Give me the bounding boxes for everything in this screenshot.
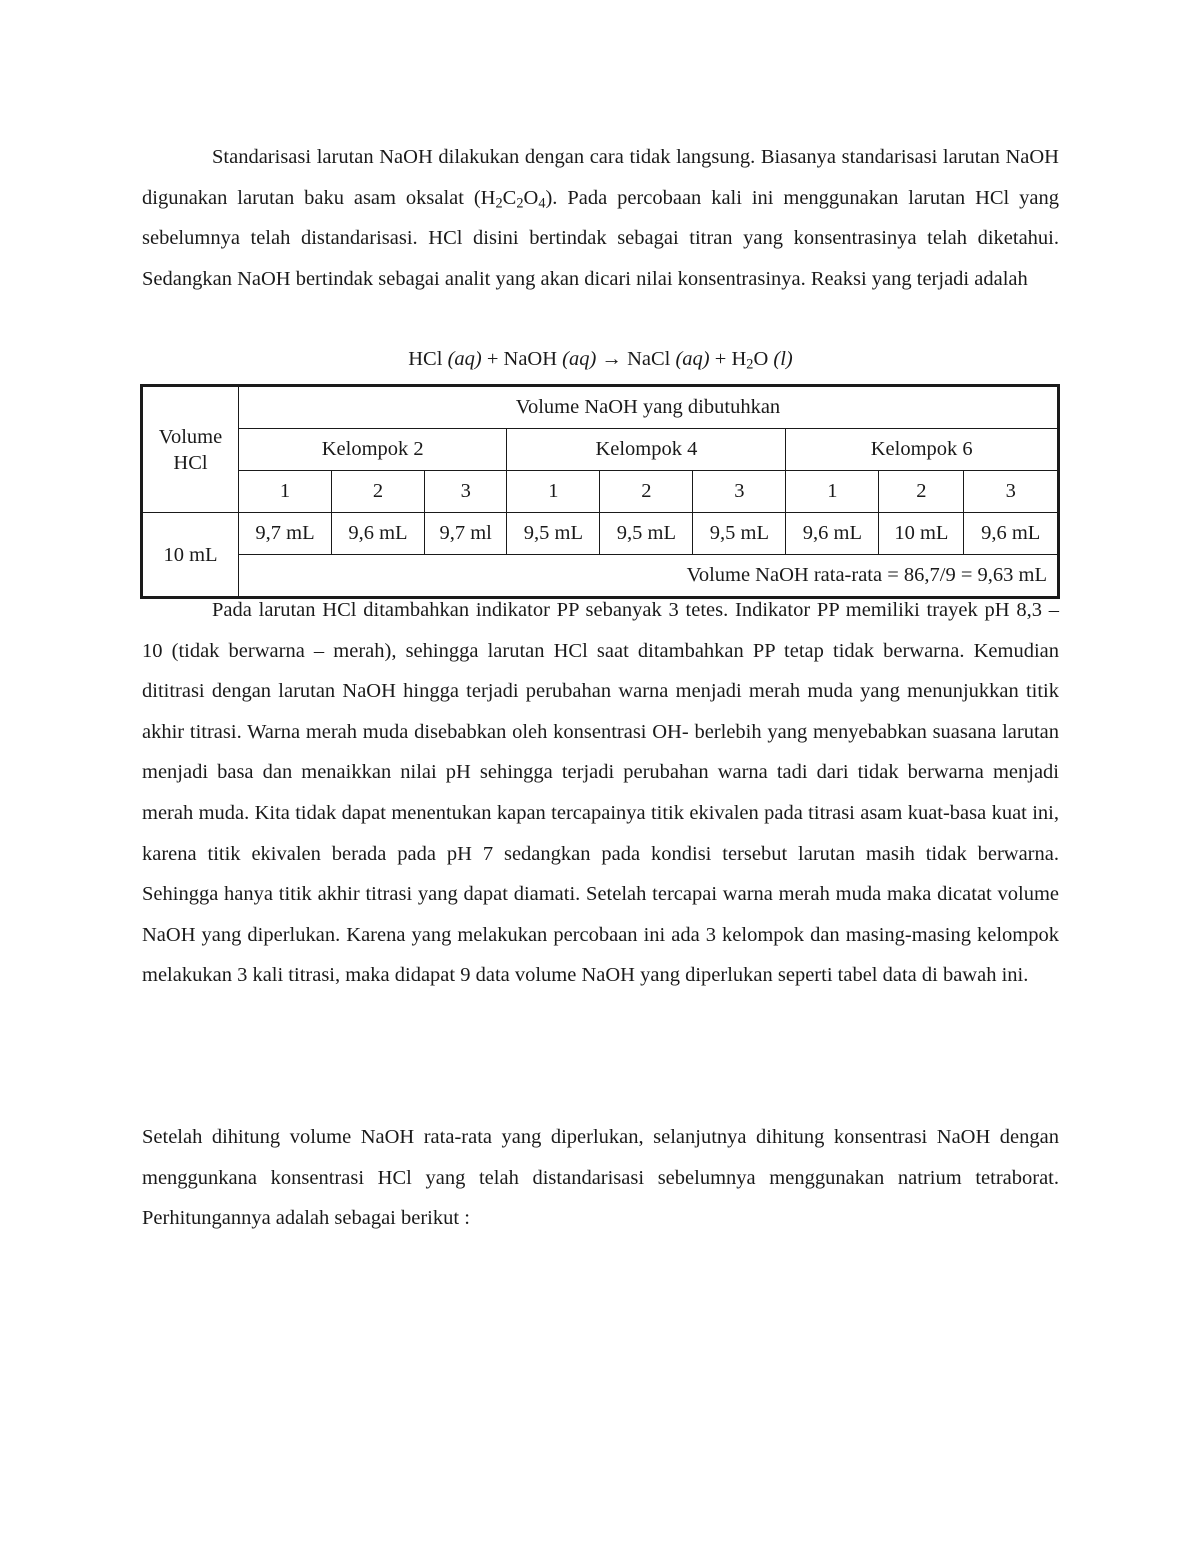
- header-line-2: HCl: [173, 451, 208, 474]
- subscript-c: 2: [516, 195, 524, 212]
- eq-plus-h: + H: [709, 348, 747, 370]
- subscript-h: 2: [495, 195, 503, 212]
- eq-nacl: NaCl: [627, 348, 676, 370]
- volume-hcl-cell: 10 mL: [142, 513, 239, 598]
- header-line-1: Volume: [158, 425, 223, 448]
- table-row: [142, 513, 1059, 555]
- trial-header: 3: [964, 471, 1059, 513]
- paragraph-indikator: Pada larutan HCl ditambahkan indikator PP sebanyak 3 tetes. Indikator PP memiliki trayek pH 8,3 – 10 (tidak berwarna – merah), sehingga larutan HCl saat ditambahkan PP tetap tidak berwarna. Kemudian dititrasi dengan larutan NaOH hingga terjadi perubahan warna menjadi merah muda yang menunjukkan titik akhir titrasi. Warna merah muda disebabkan oleh konsentrasi OH- berlebih yang menyebabkan suasana larutan menjadi basa dan menaikkan nilai pH sehingga terjadi perubahan warna tadi dari tidak berwarna menjadi merah muda. Kita tidak dapat menentukan kapan tercapainya titik ekivalen pada titrasi asam kuat-basa kuat ini, karena titik ekivalen berada pada pH 7 sedangkan pada kondisi tersebut larutan masih tidak berwarna. Sehingga hanya titik akhir titrasi yang dapat diamati. Setelah tercapai warna merah muda maka dicatat volume NaOH yang diperlukan. Karena yang melakukan percobaan ini ada 3 kelompok dan masing-masing kelompok melakukan 3 kali titrasi, maka didapat 9 data volume NaOH yang diperlukan seperti tabel data di bawah ini.: [142, 599, 1059, 987]
- paragraph-1-lead: Standarisasi larutan NaOH dilakukan dengan cara tidak langsung. Biasanya standarisasi larutan NaOH digunakan larutan baku asam oksalat (H: [142, 146, 1059, 209]
- table-cell: 9,6 mL: [964, 513, 1059, 555]
- table-cell: 9,7 ml: [424, 513, 506, 555]
- group-header: Kelompok 4: [507, 429, 786, 471]
- table-cell: 9,6 mL: [786, 513, 879, 555]
- table-cell: 9,5 mL: [507, 513, 600, 555]
- reaction-equation: [142, 339, 1059, 379]
- eq-h2o-subscript: 2: [746, 356, 754, 373]
- table-cell: 9,6 mL: [331, 513, 424, 555]
- paragraph-perhitungan: Setelah dihitung volume NaOH rata-rata yang diperlukan, selanjutnya dihitung konsentrasi NaOH dengan menggunkana konsentrasi HCl yang telah distandarisasi sebelumnya menggunakan natrium tetraborat. Perhitungannya adalah sebagai berikut :: [142, 1126, 1059, 1230]
- trial-header: 3: [693, 471, 786, 513]
- trial-header: 1: [507, 471, 600, 513]
- trial-header: 1: [786, 471, 879, 513]
- eq-hcl: HCl: [408, 348, 448, 370]
- reaction-arrow-icon: →: [596, 348, 628, 370]
- formula-o: O: [523, 186, 539, 209]
- trial-header: 3: [424, 471, 506, 513]
- trial-header: 2: [600, 471, 693, 513]
- formula-c: C: [502, 186, 517, 209]
- eq-aq-2: (aq): [562, 348, 597, 370]
- trial-header: 1: [239, 471, 332, 513]
- table-cell: 9,5 mL: [693, 513, 786, 555]
- volume-hcl-header: [142, 386, 239, 513]
- naoh-volume-table: [140, 384, 1060, 599]
- paragraph-standarisasi: [142, 137, 1059, 299]
- average-cell: Volume NaOH rata-rata = 86,7/9 = 9,63 mL: [239, 555, 1059, 598]
- eq-o: O: [753, 348, 774, 370]
- trial-header-row: [142, 471, 1059, 513]
- table-cell: 10 mL: [879, 513, 964, 555]
- subscript-o: 4: [538, 195, 546, 212]
- main-header: Volume NaOH yang dibutuhkan: [239, 386, 1059, 429]
- group-header: Kelompok 2: [239, 429, 507, 471]
- group-header: Kelompok 6: [786, 429, 1059, 471]
- table-cell: 9,7 mL: [239, 513, 332, 555]
- table-cell: 9,5 mL: [600, 513, 693, 555]
- eq-aq-3: (aq): [675, 348, 710, 370]
- trial-header: 2: [879, 471, 964, 513]
- eq-liquid: (l): [773, 348, 793, 370]
- paragraph-1-tail: ). Pada percobaan kali ini menggunakan larutan HCl yang sebelumnya telah distandarisasi. HCl disini bertindak sebagai titran yang konsentrasinya telah diketahui. Sedangkan NaOH bertindak sebagai analit yang akan dicari nilai konsentrasinya. Reaksi yang terjadi adalah: [142, 186, 1059, 290]
- eq-aq-1: (aq): [447, 348, 482, 370]
- group-header-row: [142, 429, 1059, 471]
- eq-plus-naoh: + NaOH: [481, 348, 563, 370]
- trial-header: 2: [331, 471, 424, 513]
- table-header-row: [142, 386, 1059, 429]
